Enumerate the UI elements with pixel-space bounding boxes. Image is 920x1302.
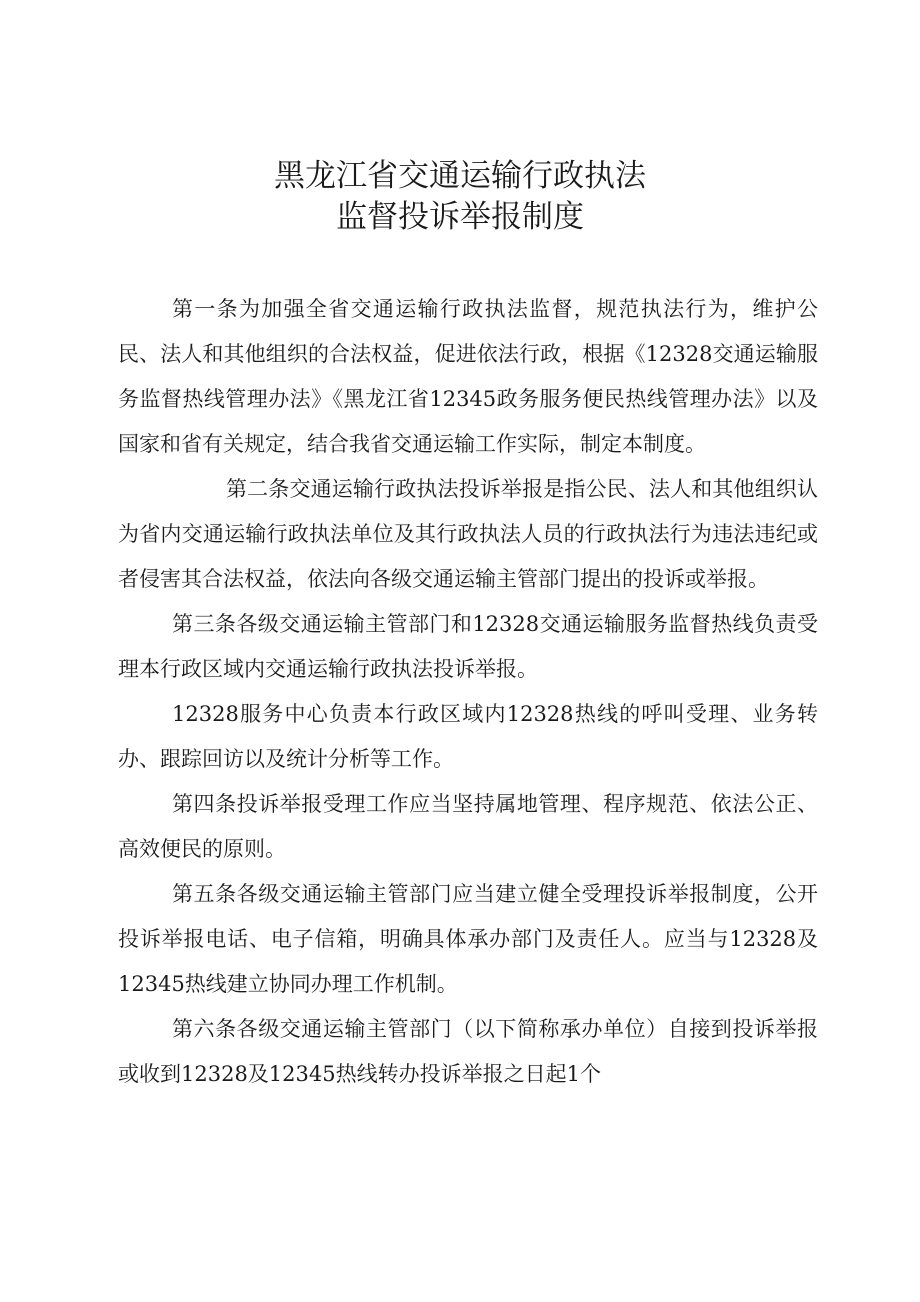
article-3-heading: 第三条 — [172, 612, 237, 636]
article-2 — [118, 467, 818, 602]
article-4 — [118, 782, 818, 872]
article-6 — [118, 1007, 818, 1097]
article-1-heading: 第一条 — [172, 297, 239, 321]
document-body — [118, 287, 818, 1097]
document-title-line-2: 监督投诉举报制度 — [336, 199, 584, 235]
article-5-text: 各级交通运输主管部门应当建立健全受理投诉举报制度，公开投诉举报电话、电子信箱，明确具体承办部门及责任人。应当与12328及12345热线建立协同办理工作机制。 — [118, 882, 818, 996]
article-6-heading: 第六条 — [172, 1017, 237, 1041]
article-6-text: 各级交通运输主管部门（以下简称承办单位）自接到投诉举报或收到12328及12345热线转办投诉举报之日起1个 — [118, 1017, 818, 1086]
article-5 — [118, 872, 818, 1007]
article-2-heading: 第二条 — [226, 477, 290, 501]
article-1-text: 为加强全省交通运输行政执法监督，规范执法行为，维护公民、法人和其他组织的合法权益，促进依法行政，根据《12328交通运输服务监督热线管理办法》《黑龙江省12345政务服务便民热线管理办法》以及国家和省有关规定，结合我省交通运输工作实际，制定本制度。 — [118, 297, 819, 456]
article-2-text: 交通运输行政执法投诉举报是指公民、法人和其他组织认为省内交通运输行政执法单位及其行政执法人员的行政执法行为违法违纪或者侵害其合法权益，依法向各级交通运输主管部门提出的投诉或举报。 — [118, 477, 819, 591]
article-5-heading: 第五条 — [172, 882, 237, 906]
article-3-paragraph-2-text: 12328服务中心负责本行政区域内12328热线的呼叫受理、业务转办、跟踪回访以及统计分析等工作。 — [118, 702, 818, 771]
document-title-line-1: 黑龙江省交通运输行政执法 — [274, 158, 646, 194]
article-4-text: 投诉举报受理工作应当坚持属地管理、程序规范、依法公正、高效便民的原则。 — [118, 792, 818, 861]
article-3-text: 各级交通运输主管部门和12328交通运输服务监督热线负责受理本行政区域内交通运输行政执法投诉举报。 — [118, 612, 818, 681]
article-3 — [118, 602, 818, 692]
article-4-heading: 第四条 — [172, 792, 237, 816]
article-3-paragraph-2 — [118, 692, 818, 782]
article-1 — [118, 287, 818, 467]
